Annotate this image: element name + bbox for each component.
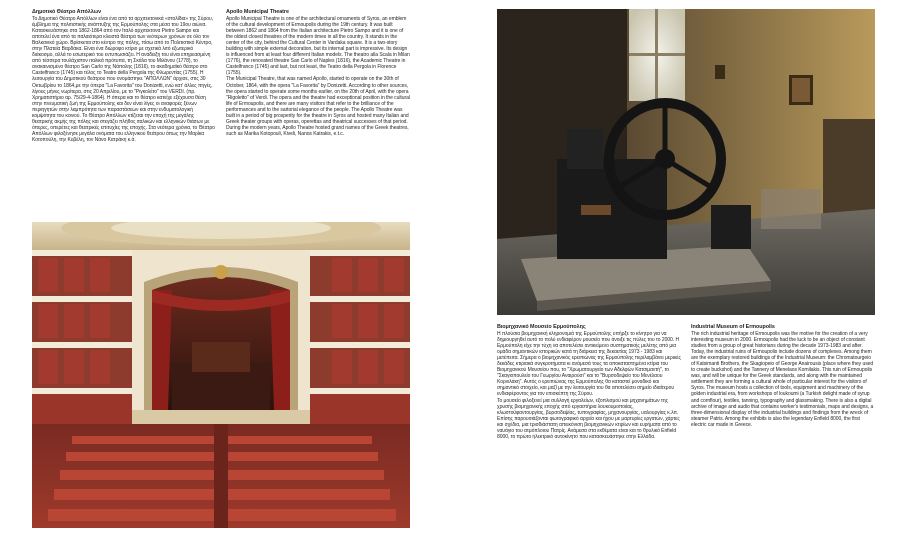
apollo-greek-paragraph: Το Δημοτικό Θέατρο Απόλλων είναι ένα από τα αρχιτεκτονικά «στολίδια» της Σύρου, έμβλημα της πολιτιστικής ανάπτυξης της Ερμούπολης στα μέσα του 19ου αιώνα. Κατασκευάστηκε στα 1862-1864 από τον Ιταλό αρχιτέκτονα Pietro Sampo και αποτελεί ένα από τα παλαιότερα κλειστά θέατρα των νεότερων χρόνων σε όλο τον Βαλκανικό χώρο. Βρίσκεται στο κέντρο της πόλης, πίσω από το Πολιτιστικό Κέντρο, στην Πλατεία Βαρδάκα. Είναι ένα διώροφο κτίριο με σχετικά λιτό εξωτερικό διάκοσμο, αλλά το εσωτερικό του εντυπωσιάζει. Η ανάδειξη του είναι επηρεασμένη από τέσσερα τουλάχιστον ιταλικά πρότυπα, τη Σκάλα του Μιλάνου (1778), το ανακαινισμένο θέατρο San Carlo της Νάπολης (1816), το ακαδημαϊκό θέατρο στο Castelfranco (1745) και τέλος το Teatro della Pergola της Φλωρεντίας (1755). Η λειτουργία του Δημοτικού θεάτρου που ονομάστηκε "ΑΠΟΛΛΩΝ" άρχισε, στις 30 Οκτωβρίου το 1864,με την όπερα "La Favorita" του Donizetti, ενώ κατ' άλλες πηγές, λίγους μήνες νωρίτερα, στις 20 Απριλίου, με το "Ριγκολέτο" του VERDI. (πρ. Χρηματιστήριο αρ. 75/29-4-1864). Η όπερα και το θέατρο κατείχε εξέχουσα θέση στην πνευματική ζωή της Ερμούπολης και δεν είναι λίγες οι αναφορές ξένων περιηγητών στην λαμπρότητα των παραστάσεων και στην ενδυματολογική κομψότητα του κοινού. Το Θέατρο Απόλλων κτίζεται την εποχή της μεγάλης θεατρικής ακμής της πόλης και στεγάζει πλήθος ιταλικών και ελληνικών θιάσων με όπερες, οπερέτες και θεατρικές επιτυχίες της εποχής. Στα νεότερα χρόνια, το Θέατρο Απόλλων φιλοξένησε μεγάλα ονόματα του ελληνικού θεάτρου όπως την Μαρίκα Κοτοπούλη, την Κυβέλη, τον Νάνο Κατράκη κ.ά. <box>32 16 215 143</box>
theatre-interior-photo <box>32 222 410 528</box>
industrial-museum-photo <box>497 9 875 315</box>
museum-english-paragraph: The rich industrial heritage of Ermoupolis was the motive for the creation of a very interesting museum in 2000. Ermoupolis had the luck to be an object of constant studies from a group of great historians during the decade 1973-1983 and after. Today, the industrial ruins of Ermoupolis include dozens of complexes. Among them are the exemplary restored buildings of the Industrial Museum: the Chromatourgeio of Katsimanti Brothers, the Skagiopeio of George Anairousis (place where they used to create buckshot) and the Tannery of Menelaos Kornilakis. This ruin of Ermoupolis was, and will be unique for the Greek standards, and along with the maintained settlement they are forming a cultural whole of particular interest for the visitors of Syros. The museum hosts a collection of tools, equipment and machinery of the golden industrial era, from workshops of loukoumi (a Turkish delight made of syrup and cornflour), textiles, tanning, typography and glassmaking. There is also a digital archive of image and audio that contains worker's testimonials, maps and designs, a three-dimensional display of the industrial buildings and findings from the wreck of steamer Patris. Among the exhibits is also the legendary Enfield 8000, the first electric car made in Greece. <box>691 331 874 428</box>
museum-greek-paragraph-1: Η πλούσια βιομηχανική κληρονομιά της Ερμούπολης υπήρξε το κίνητρο για να δημιουργηθεί αυτό το πολύ ενδιαφέρον μουσείο που άνοιξε τις πύλες του το 2000. Η Ερμούπολη είχε την τύχη να αποτελέσει αντικείμενο συστηματικής μελέτης από μια ομάδα σημαντικών ιστορικών κατά τη διάρκεια της δεκαετίας 1973 - 1983 και μετέπειτα. Σήμερα ο βιομηχανικός ερειπιώνας της Ερμούπολης περιλαμβάνει μερικές δεκάδες κτιριακά συγκροτήματα κι ανάμεσά τους τα αποκαταστημένα κτίρια του Βιομηχανικού Μουσείου που, το "Χρωματουργείο των Αδελφών Κατσιμαντή", το "Σκαγιοπουλείο του Γεωργίου Αναιρούσι" και το "Βυρσοδεψείο του Μενέλαου Κορνιλάκη". Αυτός ο ερειπιώνας της Ερμούπολης θα καταστεί μοναδικό και σημαντικό στοιχείο, και μαζί με την λειτουργία του θα αποτελέσει σημείο ιδιαίτερου ενδιαφέροντος για τον επισκέπτη της Σύρου. <box>497 331 681 398</box>
museum-english-title: Industrial Museum of Ermoupolis <box>691 324 775 330</box>
apollo-greek-title: Δημοτικό Θέατρο Απόλλων <box>32 9 102 15</box>
apollo-greek-column <box>32 9 216 143</box>
museum-english-column <box>691 324 875 428</box>
museum-greek-column <box>497 324 681 440</box>
apollo-english-paragraph-1: Apollo Municipal Theatre is one of the architectural ornaments of Syros, an emblem of the cultural development of Ermoupolis during the 19th century. It was built between 1862 and 1864 from the Italian architecture Pietro Sampo and it is one of the oldest closed theatres of the modern times in all the country. It stands in the center of the city, behind the Cultural Center in Vardaka square. It is a two-story building with simple external decoration, but its internal part is impressive. Its design is influenced from at least four different Italian models. The theatro alla Scala in Milan (1776), the renovated theatre San Carlo of Naples (1816), the Academic Theatre in Castelfranco (1745) and last, but not least, the Teatro della Pergola in Florence (1755). <box>226 16 410 77</box>
apollo-english-paragraph-2: The Municipal Theatre, that was named Apollo, started to operate on the 30th of October, 1864, with the opera "La Favorita" by Donizetti. According to other sources, the opera started to operate some months earlier, on the 20th of April, with the opera "Rigoletto" of Verdi. The opera and the theatre had exceptional position in the cultural life of Ermoupolis, and there are many visitors that refer to the brilliance of the performances and to the sartorial elegance of the people. The Apollo Theatre was built in a period of big prosperity for the theatre in Syros and hosted many Italian and Greek theater groups with operas, operettas and theatrical successes of that period. During the modern years, Apollo Theatre hosted grand names of the Greek theatres, such as Marika Kotopouli, Kiveli, Nanos Katrakis, e.t.c. <box>226 76 410 137</box>
apollo-english-title: Apollo Municipal Theatre <box>226 9 289 15</box>
museum-greek-paragraph-2: Το μουσείο φιλοξενεί μια συλλογή εργαλείων, εξοπλισμού και μηχανημάτων της χρυσής βιομηχανικής εποχής από εργαστήρια λουκουμοποιίας, κλωστοϋφαντουργίας, βυρσοδεψίας, τυπογραφίας, μηχανουργίας, υαλουργίας κ.λπ. Επίσης παρουσιάζονται φωτογραφικό αρχείο και ήχου με μαρτυρίες εργατών, χάρτες και σχέδια, μια τρισδιάστατη απεικόνιση βιομηχανικών κτιρίων και ευρήματα από το ναυάγιο του ατμόπλοιου Πατρίς. Ανάμεσα στα εκθέματα είναι και το θρυλικό Enfield 8000, το πρώτο ηλεκτρικό αυτοκίνητο που κατασκευάστηκε στην Ελλάδα. <box>497 397 680 440</box>
apollo-english-column <box>226 9 410 137</box>
museum-greek-title: Βιομηχανικό Μουσείο Ερμούπολης <box>497 324 586 330</box>
